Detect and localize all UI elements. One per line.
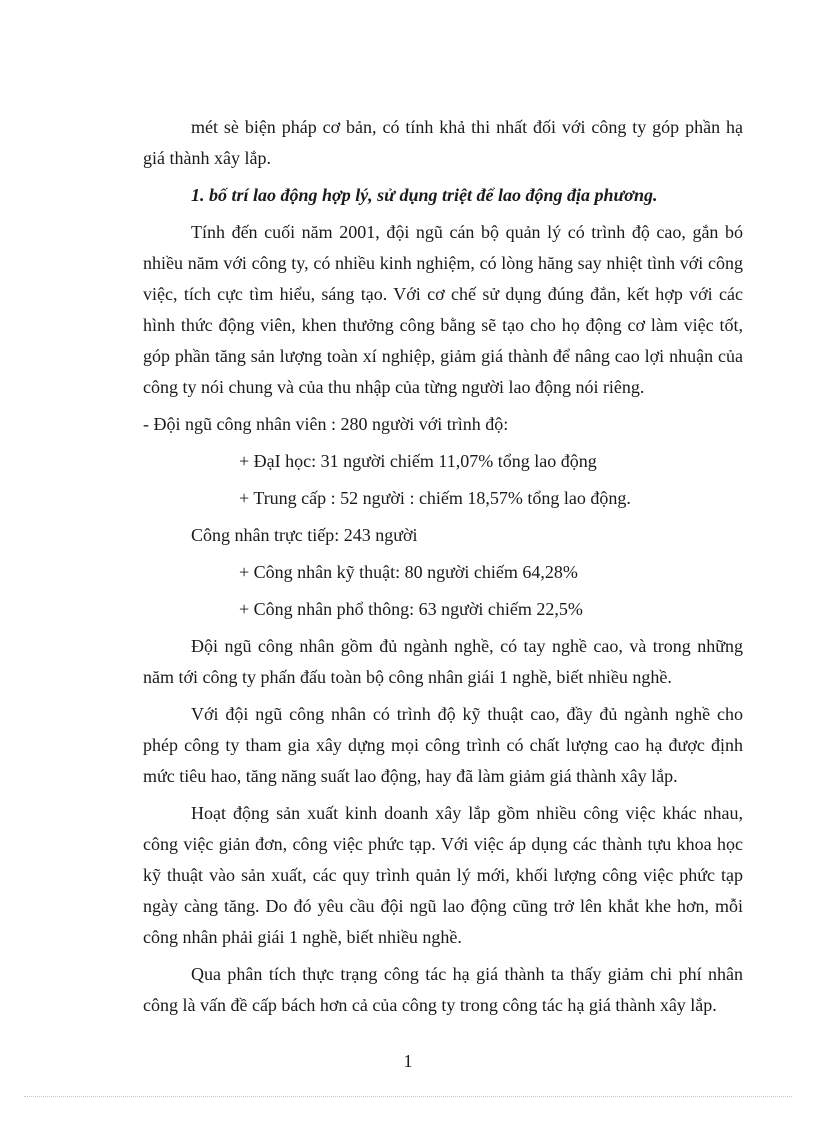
section-heading: 1. bố trí lao động hợp lý, sử dụng triệt để lao động địa phương. — [191, 185, 658, 205]
list-item-general-workers: + Công nhân phổ thông: 63 người chiếm 22,5% — [239, 599, 583, 619]
paragraph-operations: Hoạt động sản xuất kinh doanh xây lắp gồm nhiều công việc khác nhau, công việc giản đơn, công việc phức tạp. Với việc áp dụng các thành tựu khoa học kỹ thuật vào sản xuất, các quy trình quản lý mới, khối lượng công việc phức tạp ngày càng tăng. Do đó yêu cầu đội ngũ lao động cũng trở lên khắt khe hơn, mỗi công nhân phải giái 1 nghề, biết nhiều nghề. — [143, 803, 743, 947]
paragraph-workforce: Đội ngũ công nhân gồm đủ ngành nghề, có tay nghề cao, và trong những năm tới công ty phấn đấu toàn bộ công nhân giái 1 nghề, biết nhiều nghề. — [143, 636, 743, 687]
document-body — [143, 112, 743, 1027]
paragraph-skills: Với đội ngũ công nhân có trình độ kỹ thuật cao, đầy đủ ngành nghề cho phép công ty tham gia xây dựng mọi công trình có chất lượng cao hạ được định mức tiêu hao, tăng năng suất lao động, hay đã làm giảm giá thành xây lắp. — [143, 704, 743, 786]
page-number: 1 — [403, 1051, 413, 1071]
direct-workers-line: Công nhân trực tiếp: 243 người — [191, 525, 418, 545]
list-item-technical-workers: + Công nhân kỹ thuật: 80 người chiếm 64,28% — [239, 562, 578, 582]
list-item-university: + ĐạI học: 31 người chiếm 11,07% tổng lao động — [239, 451, 597, 471]
paragraph-conclusion: Qua phân tích thực trạng công tác hạ giá thành ta thấy giảm chi phí nhân công là vấn đề cấp bách hơn cả của công ty trong công tác hạ giá thành xây lắp. — [143, 964, 743, 1015]
footer-divider — [24, 1096, 792, 1097]
list-item-college: + Trung cấp : 52 người : chiếm 18,57% tổng lao động. — [239, 488, 631, 508]
staff-summary-line: - Đội ngũ công nhân viên : 280 người với trình độ: — [143, 414, 509, 434]
intro-paragraph: mét sè biện pháp cơ bản, có tính khả thi nhất đối với công ty góp phần hạ giá thành xây lắp. — [143, 117, 743, 168]
paragraph-management-staff: Tính đến cuối năm 2001, đội ngũ cán bộ quản lý có trình độ cao, gắn bó nhiều năm với công ty, có nhiều kinh nghiệm, có lòng hăng say nhiệt tình với công việc, tích cực tìm hiểu, sáng tạo. Với cơ chế sử dụng đúng đắn, kết hợp với các hình thức động viên, khen thưởng công bằng sẽ tạo cho họ động cơ làm việc tốt, góp phần tăng sản lượng toàn xí nghiệp, giảm giá thành để nâng cao lợi nhuận của công ty nói chung và của thu nhập của từng người lao động nói riêng. — [143, 222, 743, 397]
